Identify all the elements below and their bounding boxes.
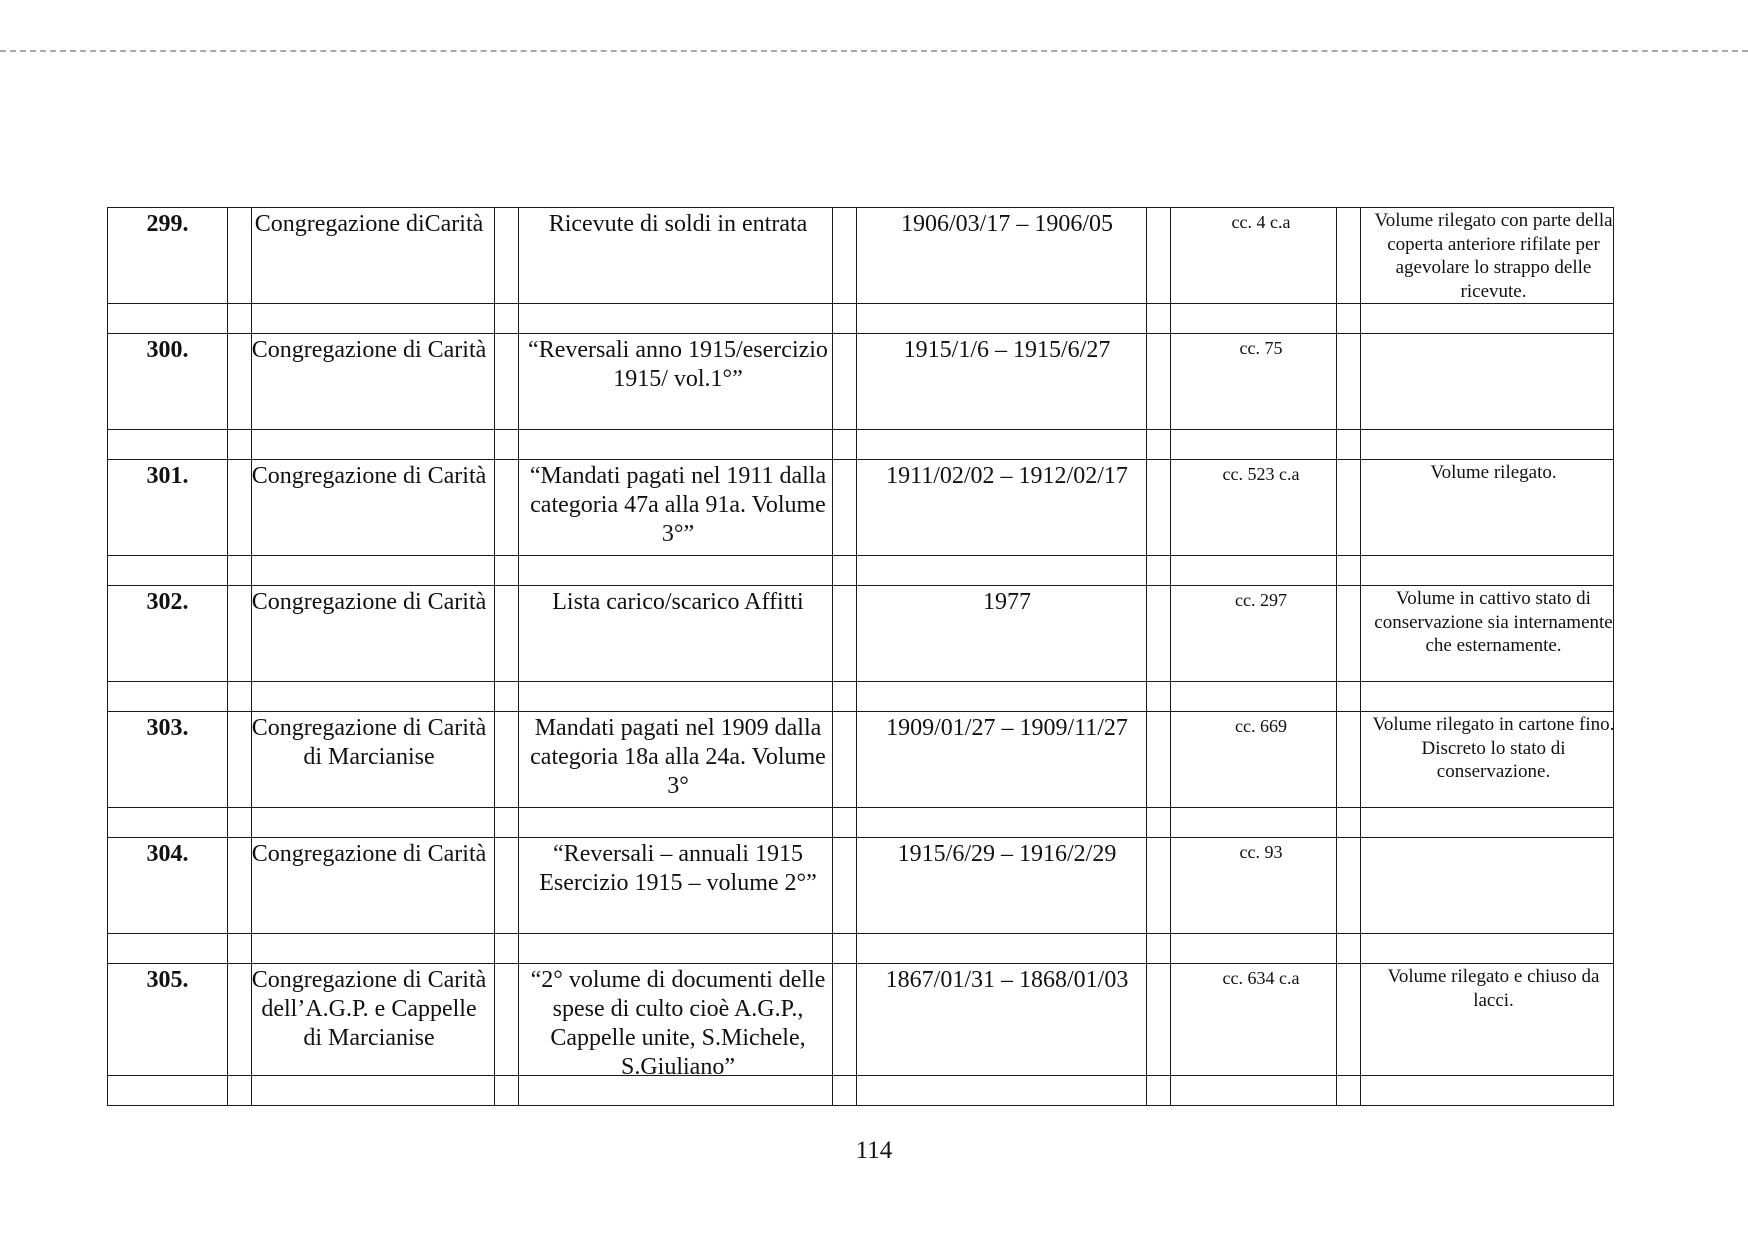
table-row (108, 208, 1613, 334)
record-notes: Volume rilegato. (1430, 462, 1557, 483)
table-row (108, 460, 1613, 586)
record-dates: 1909/01/27 – 1909/11/27 (886, 715, 1128, 741)
record-entity: Congregazione di Carità (251, 337, 487, 363)
record-entity: Congregazione di Carità (251, 841, 487, 867)
record-number: 303. (146, 715, 189, 741)
record-dates: 1915/6/29 – 1916/2/29 (897, 841, 1117, 867)
record-entity: Congregazione di Carità (251, 589, 487, 615)
table-row (108, 586, 1613, 712)
record-dates: 1911/02/02 – 1912/02/17 (886, 463, 1128, 489)
record-notes: Volume in cattivo stato di conservazione sia internamente che esternamente. (1374, 588, 1613, 656)
page-number: 114 (855, 1137, 893, 1164)
table-row (108, 964, 1613, 1107)
record-number: 300. (146, 337, 189, 363)
record-description: “2° volume di documenti delle spese di culto cioè A.G.P., Cappelle unite, S.Michele, S.Giuliano” (530, 967, 826, 1080)
record-dates: 1915/1/6 – 1915/6/27 (903, 337, 1111, 363)
record-notes: Volume rilegato con parte della coperta anteriore rifilate per agevolare lo strappo delle ricevute. (1374, 210, 1613, 302)
record-notes: Volume rilegato e chiuso da lacci. (1387, 966, 1600, 1011)
record-entity: Congregazione di Carità dell’A.G.P. e Cappelle di Marcianise (251, 967, 487, 1051)
record-number: 299. (146, 211, 189, 237)
record-description: Ricevute di soldi in entrata (548, 211, 808, 237)
record-description: “Reversali anno 1915/esercizio 1915/ vol.1°” (528, 337, 828, 392)
record-consistency: cc. 523 c.a (1222, 464, 1300, 484)
record-number: 302. (146, 589, 189, 615)
table-row (108, 712, 1613, 838)
record-dates: 1906/03/17 – 1906/05 (900, 211, 1113, 237)
record-consistency: cc. 669 (1235, 716, 1287, 736)
record-consistency: cc. 93 (1239, 842, 1283, 862)
record-consistency: cc. 75 (1239, 338, 1283, 358)
record-consistency: cc. 634 c.a (1222, 968, 1300, 988)
record-description: Lista carico/scarico Affitti (552, 589, 804, 615)
record-description: “Mandati pagati nel 1911 dalla categoria 47a alla 91a. Volume 3°” (529, 463, 827, 547)
record-description: Mandati pagati nel 1909 dalla categoria 18a alla 24a. Volume 3° (530, 715, 826, 799)
top-dashed-rule (0, 50, 1748, 52)
table-row (108, 838, 1613, 964)
record-dates: 1867/01/31 – 1868/01/03 (885, 967, 1129, 993)
record-notes: Volume rilegato in cartone fino. Discreto lo stato di conservazione. (1372, 714, 1615, 782)
record-consistency: cc. 297 (1235, 590, 1287, 610)
record-entity: Congregazione diCarità (254, 211, 484, 237)
table-row (108, 334, 1613, 460)
record-number: 304. (146, 841, 189, 867)
record-entity: Congregazione di Carità (251, 463, 487, 489)
record-description: “Reversali – annuali 1915 Esercizio 1915 – volume 2°” (539, 841, 817, 896)
record-number: 301. (146, 463, 189, 489)
record-consistency: cc. 4 c.a (1231, 212, 1291, 232)
record-number: 305. (146, 967, 189, 993)
record-entity: Congregazione di Carità di Marcianise (251, 715, 487, 770)
record-dates: 1977 (983, 589, 1031, 615)
archive-register-table (107, 207, 1614, 1106)
